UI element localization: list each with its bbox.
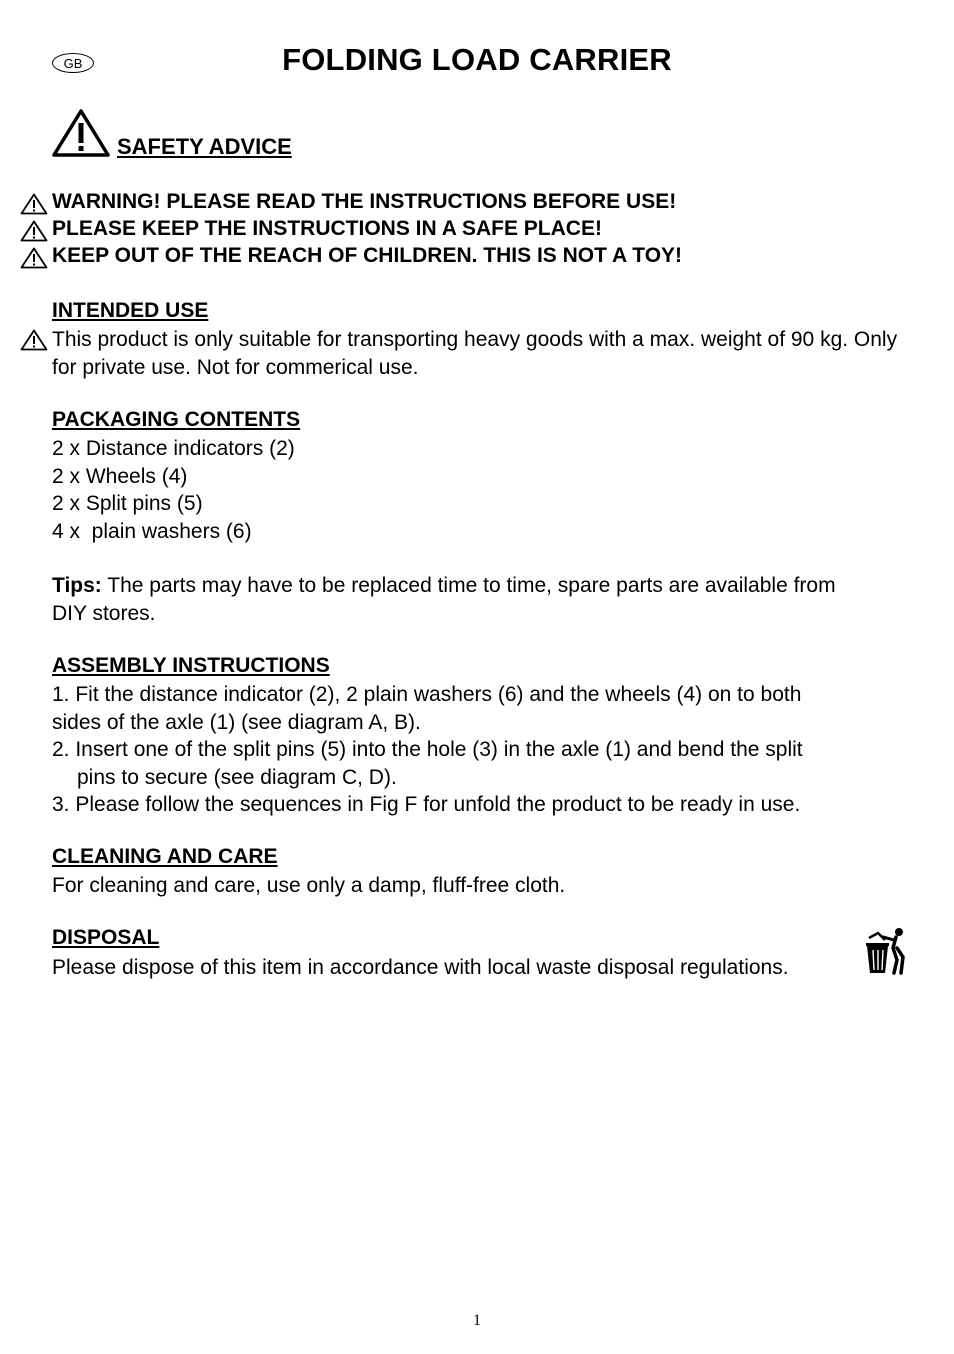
assembly-step-2: 2. Insert one of the split pins (5) into the hole (3) in the axle (1) and bend the split bbox=[52, 738, 803, 761]
waste-bin-icon bbox=[863, 926, 907, 978]
page-number: 1 bbox=[473, 1312, 481, 1329]
intended-use-heading: INTENDED USE bbox=[52, 299, 209, 322]
warning-line bbox=[20, 190, 920, 218]
language-badge: GB bbox=[52, 53, 94, 73]
warning-text: PLEASE KEEP THE INSTRUCTIONS IN A SAFE PLACE! bbox=[52, 217, 602, 240]
assembly-instructions-heading: ASSEMBLY INSTRUCTIONS bbox=[52, 654, 330, 677]
assembly-step-1: 1. Fit the distance indicator (2), 2 plain washers (6) and the wheels (4) on to both bbox=[52, 683, 802, 706]
disposal-heading: DISPOSAL bbox=[52, 926, 160, 949]
warning-icon bbox=[20, 329, 48, 351]
intended-use-block bbox=[20, 326, 920, 386]
warning-text: KEEP OUT OF THE REACH OF CHILDREN. THIS IS NOT A TOY! bbox=[52, 244, 683, 267]
document-title: FOLDING LOAD CARRIER bbox=[282, 42, 672, 77]
tips-text: The parts may have to be replaced time to time, spare parts are available from bbox=[101, 574, 836, 597]
cleaning-care-heading: CLEANING AND CARE bbox=[52, 845, 278, 868]
list-item: 2 x Split pins (5) bbox=[52, 492, 203, 515]
assembly-step-3: 3. Please follow the sequences in Fig F for unfold the product to be ready in use. bbox=[52, 793, 801, 816]
disposal-text: Please dispose of this item in accordance with local waste disposal regulations. bbox=[52, 956, 789, 979]
safety-advice-heading: SAFETY ADVICE bbox=[117, 134, 292, 159]
tips-label: Tips: bbox=[52, 574, 102, 597]
tips-block bbox=[52, 572, 836, 627]
list-item: 2 x Distance indicators (2) bbox=[52, 437, 295, 460]
warning-icon bbox=[20, 193, 48, 215]
warning-text: WARNING! PLEASE READ THE INSTRUCTIONS BEFORE USE! bbox=[52, 190, 677, 213]
list-item: 4 x plain washers (6) bbox=[52, 519, 252, 543]
packaging-contents-heading: PACKAGING CONTENTS bbox=[52, 408, 301, 431]
warning-line bbox=[20, 217, 920, 245]
warning-triangle-icon bbox=[51, 108, 111, 158]
intended-use-text: This product is only suitable for transporting heavy goods with a max. weight of 90 kg. Only for private use. Not for commerical use. bbox=[52, 328, 898, 379]
tips-text-continued: DIY stores. bbox=[52, 601, 156, 625]
assembly-steps bbox=[52, 681, 803, 819]
warning-line bbox=[20, 244, 920, 272]
assembly-step-1-continued: sides of the axle (1) (see diagram A, B). bbox=[52, 710, 421, 734]
cleaning-care-text: For cleaning and care, use only a damp, fluff-free cloth. bbox=[52, 874, 566, 897]
packaging-list bbox=[52, 435, 295, 545]
assembly-step-2-continued: pins to secure (see diagram C, D). bbox=[77, 765, 397, 789]
list-item: 2 x Wheels (4) bbox=[52, 464, 188, 488]
warning-icon bbox=[20, 220, 48, 242]
warning-icon bbox=[20, 247, 48, 269]
